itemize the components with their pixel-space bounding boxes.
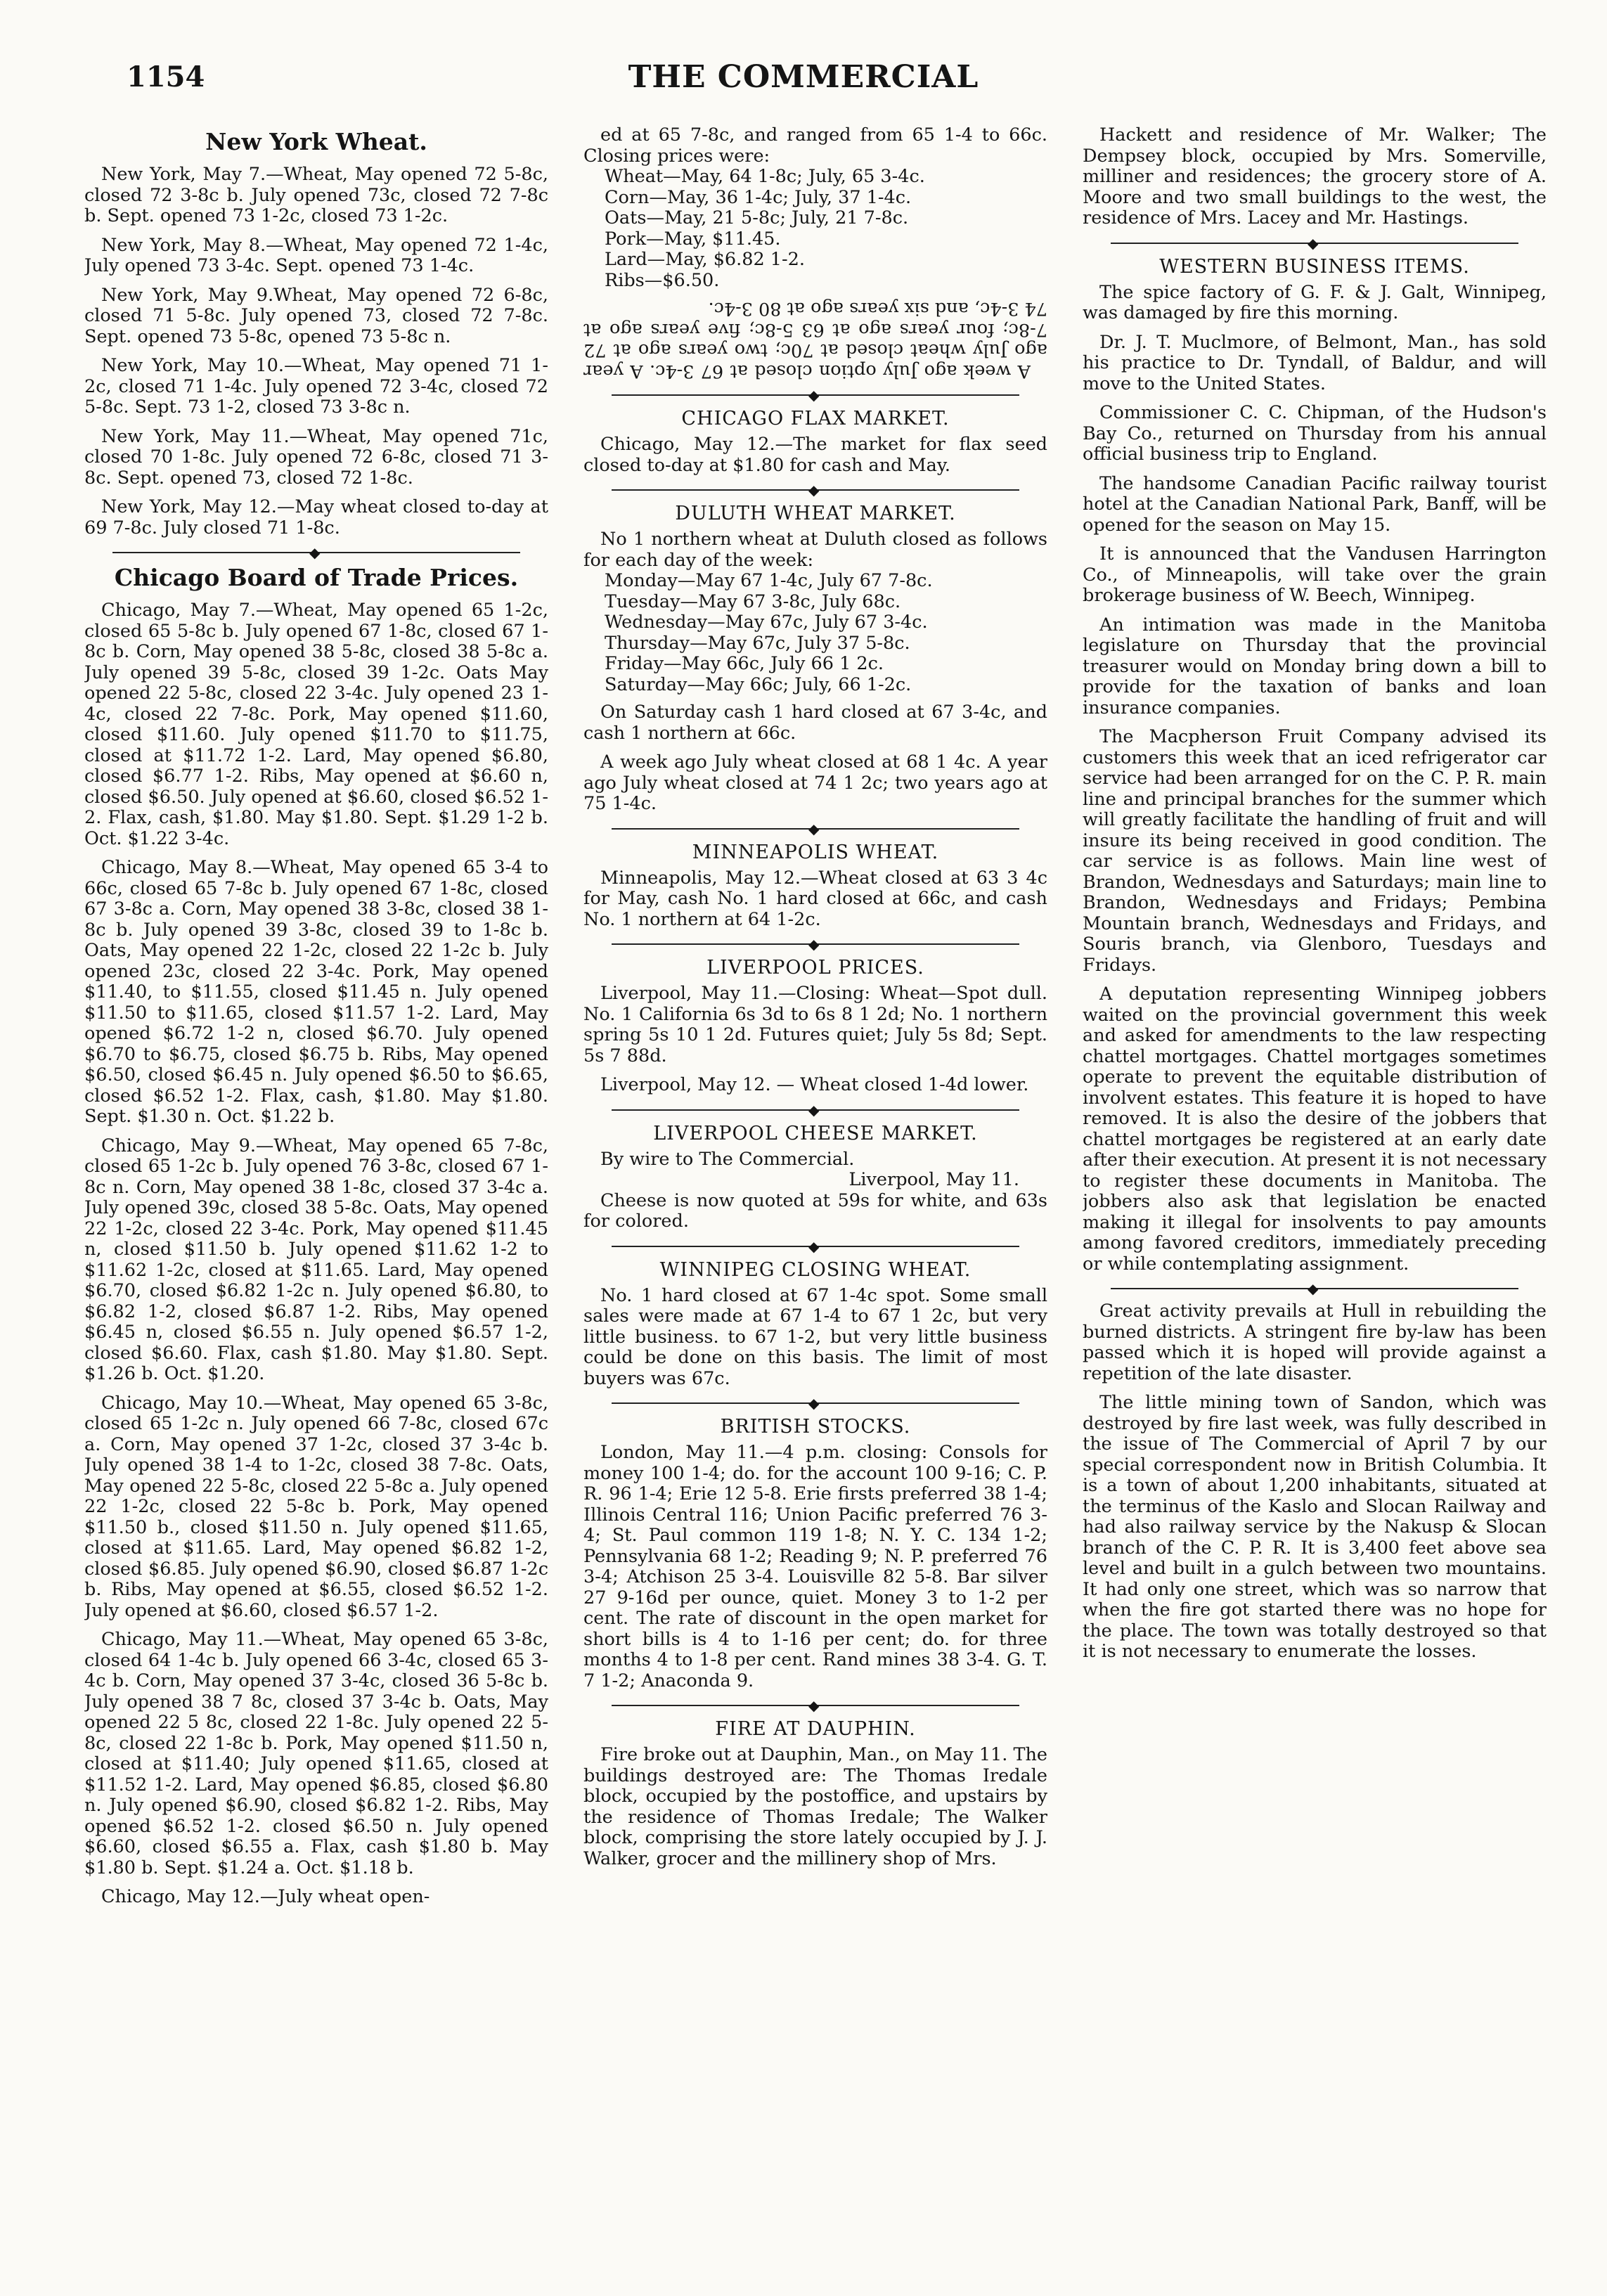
byline: By wire to The Commercial. (600, 1148, 855, 1170)
section-heading: New York Wheat. (205, 128, 427, 155)
western-items-continued (1083, 1301, 1547, 1663)
article-paragraph: Hackett and residence of Mr. Walker; The Dempsey block, occupied by Mrs. Somerville, milliner and residences; the grocery store of A. Moore and two small buildings to the west, the residence of Mrs. Lacey and Mr. Hastings. (1083, 125, 1547, 228)
article-paragraph: Minneapolis, May 12.—Wheat closed at 63 3 4c for May, cash No. 1 hard closed at 66c, and cash No. 1 northern at 64 1-2c. (583, 867, 1047, 930)
duluth-section (583, 503, 1047, 815)
price-line: Friday—May 66c, July 66 1 2c. (605, 653, 884, 674)
section-divider (112, 547, 520, 558)
section-heading: CHICAGO FLAX MARKET. (681, 408, 950, 430)
section-divider (1111, 1283, 1518, 1294)
article-paragraph: Chicago, May 12.—July wheat open- (101, 1886, 430, 1907)
article-paragraph: The little mining town of Sandon, which was destroyed by fire last week, was fully described in the issue of The Commercial of April 7 by our special correspondent now in British Columbia. It is a town of about 1,200 inhabitants, situated at the terminus of the Kaslo and Slocan Railway and had also railway service by the Nakusp & Slocan branch of the C. P. R. It is 3,400 feet above sea level and built in a gulch between two mountains. It had only one street, which was so narrow that when the fire got started there was no hope for the place. The town was totally destroyed so that it is not necessary to enumerate the losses. (1083, 1392, 1547, 1662)
price-line: Pork—May, $11.45. (605, 228, 781, 250)
chicago-section (84, 565, 548, 1908)
section-heading: WINNIPEG CLOSING WHEAT. (659, 1258, 972, 1281)
flax-section (583, 408, 1047, 476)
article-paragraph: Fire broke out at Dauphin, Man., on May 11. The buildings destroyed are: The Thomas Iredale block, occupied by the postoffice, and upstairs by the residence of Thomas Iredale; The Walker block, comprising the store lately occupied by J. J. Walker, grocer and the millinery shop of Mrs. (583, 1744, 1047, 1869)
price-line: Oats—May, 21 5-8c; July, 21 7-8c. (605, 207, 909, 228)
article-paragraph: Chicago, May 12.—The market for flax seed closed to-day at $1.80 for cash and May. (583, 434, 1047, 476)
article-paragraph: New York, May 7.—Wheat, May opened 72 5-8c, closed 72 3-8c b. July opened 73c, closed 72 7-8c b. Sept. opened 73 1-2c, closed 73 1-2c. (84, 164, 548, 226)
chicago-continued (583, 125, 1047, 381)
cheese-section (583, 1123, 1047, 1232)
closing-prices-list (605, 167, 1047, 291)
article-paragraph: New York, May 8.—Wheat, May opened 72 1-4c, July opened 73 3-4c. Sept. opened 73 1-4c. (84, 234, 548, 276)
article-paragraph: On Saturday cash 1 hard closed at 67 3-4c, and cash 1 northern at 66c. (583, 702, 1047, 744)
western-items-section (1083, 256, 1547, 1275)
inverted-paragraph: A week ago July option closed at 67 3-4c. A year ago July wheat closed at 70c; two years ago at 72 7-8c; four years ago at 63 5-8c; five years ago at 74 3-4c, and six years ago at 80 3-4c. (583, 298, 1047, 382)
section-divider (1111, 238, 1518, 249)
daily-prices-list (605, 571, 1047, 695)
article-paragraph: Chicago, May 8.—Wheat, May opened 65 3-4 to 66c, closed 65 7-8c b. July opened 67 1-8c, closed 67 3-8c a. Corn, May opened 38 3-8c, closed 38 1-8c b. July opened 39 3-8c, closed 39 to 1-8c b. Oats, May opened 22 1-2c, closed 22 1-2c b. July opened 23c, closed 22 3-4c. Pork, May opened $11.40, to $11.55, closed $11.45 n. July opened $11.50 to $11.65, closed $11.57 1-2. Lard, May opened $6.72 1-2 n, closed $6.70. July opened $6.70 to $6.75, closed $6.75 b. Ribs, May opened $6.50, closed $6.45 n. July opened $6.50 to $6.65, closed $6.52 1-2. Flax, cash, $1.80. May $1.80. Sept. $1.30 n. Oct. $1.22 b. (84, 857, 548, 1127)
section-heading: FIRE AT DAUPHIN. (715, 1718, 916, 1740)
dauphin-continued (1083, 125, 1547, 229)
article-paragraph: The Macpherson Fruit Company advised its customers this week that an iced refrigerator car service had been arranged for on the C. P. R. main line and principal branches for the summer which will greatly facilitate the handling of fruit and will insure its being received in good condition. The car service is as follows. Main line west of Brandon, Wednesdays and Saturdays; main line to Brandon, Wednesdays and Fridays; Pembina Mountain branch, Wednesdays and Fridays, and Souris branch, via Glenboro, Tuesdays and Fridays. (1083, 726, 1547, 976)
price-line: Thursday—May 67c, July 37 5-8c. (605, 632, 910, 654)
article-paragraph: New York, May 9.Wheat, May opened 72 6-8c, closed 71 5-8c. July opened 73, closed 72 7-8c. Sept. opened 73 5-8c, opened 73 5-8c n. (84, 284, 548, 347)
article-paragraph: No 1 northern wheat at Duluth closed as follows for each day of the week: (583, 529, 1047, 571)
article-paragraph: Cheese is now quoted at 59s for white, and 63s for colored. (583, 1189, 1047, 1232)
section-divider (612, 484, 1019, 496)
minneapolis-section (583, 841, 1047, 931)
price-line: Lard—May, $6.82 1-2. (605, 249, 805, 270)
winnipeg-section (583, 1259, 1047, 1390)
article-paragraph: Chicago, May 9.—Wheat, May opened 65 7-8c, closed 65 1-2c b. July opened 76 3-8c, closed 67 1-8c n. Corn, May opened 38 1-8c, closed 37 3-4c a. July opened 39c, closed 38 5-8c. Oats, May opened 22 1-2c, closed 22 3-4c. Pork, May opened $11.45 n, closed $11.50 b. July opened $11.62 1-2 to $11.62 1-2c, closed at $11.65. Lard, May opened $6.70, closed $6.82 1-2c n. July opened $6.80, to $6.82 1-2, closed $6.87 1-2. Ribs, May opened $6.45 n, closed $6.55 n. July opened $6.57 1-2, closed $6.60. Flax, cash $1.80. May $1.80. Sept. $1.26 b. Oct. $1.20. (84, 1135, 548, 1384)
section-heading: BRITISH STOCKS. (720, 1416, 911, 1438)
article-paragraph: New York, May 12.—May wheat closed to-day at 69 7-8c. July closed 71 1-8c. (84, 496, 548, 538)
price-line: Ribs—$6.50. (605, 269, 720, 291)
article-paragraph: It is announced that the Vandusen Harrington Co., of Minneapolis, will take over the grain brokerage business of W. Beech, Winnipeg. (1083, 543, 1547, 606)
article-paragraph: Great activity prevails at Hull in rebuilding the burned districts. A stringent fire by-law has been passed which it is hoped will provide against a repetition of the late disaster. (1083, 1301, 1547, 1384)
column-1 (84, 125, 548, 2276)
page-header (0, 55, 1607, 111)
article-paragraph: Chicago, May 11.—Wheat, May opened 65 3-8c, closed 64 1-4c b. July opened 66 3-4c, closed 65 3-4c b. Corn, May opened 37 3-4c, closed 36 5-8c b. July opened 38 7 8c, closed 37 3-4c b. Oats, May opened 22 5 8c, closed 22 1-8c. July opened 22 5-8c, closed 22 1-8c b. Pork, May opened $11.50 n, closed at $11.40; July opened $11.65, closed at $11.52 1-2. Lard, May opened $6.85, closed $6.80 n. July opened $6.90, closed $6.82 1-2. Ribs, May opened $6.52 1-2. closed $6.50 n. July opened $6.60, closed $6.55 a. Flax, cash $1.80 b. May $1.80 b. Sept. $1.24 a. Oct. $1.18 b. (84, 1629, 548, 1878)
ny-wheat-section (84, 129, 548, 538)
dauphin-section (583, 1718, 1047, 1869)
article-paragraph: ed at 65 7-8c, and ranged from 65 1-4 to 66c. Closing prices were: (583, 125, 1047, 167)
column-3 (1083, 125, 1547, 2276)
section-divider (612, 389, 1019, 401)
section-divider (612, 939, 1019, 950)
article-paragraph: Commissioner C. C. Chipman, of the Hudson's Bay Co., returned on Thursday from his annual official business trip to England. (1083, 402, 1547, 465)
dateline: Liverpool, May 11. (848, 1169, 1019, 1190)
price-line: Monday—May 67 1-4c, July 67 7-8c. (605, 570, 933, 591)
article-paragraph: The handsome Canadian Pacific railway tourist hotel at the Canadian National Park, Banff, will be opened for the season on May 15. (1083, 472, 1547, 536)
article-paragraph: The spice factory of G. F. & J. Galt, Winnipeg, was damaged by fire this morning. (1083, 281, 1547, 323)
section-heading: LIVERPOOL CHEESE MARKET. (653, 1122, 978, 1144)
section-heading: WESTERN BUSINESS ITEMS. (1159, 255, 1470, 278)
article-paragraph: An intimation was made in the Manitoba legislature on Thursday that the provincial treasurer would on Monday bring down a bill to provide for the taxation of banks and loan insurance companies. (1083, 614, 1547, 718)
article-paragraph: A week ago July wheat closed at 68 1 4c. A year ago July wheat closed at 74 1 2c; two years ago at 75 1-4c. (583, 752, 1047, 814)
page-number: 1154 (127, 60, 205, 93)
section-heading: LIVERPOOL PRICES. (706, 957, 924, 979)
section-divider (612, 1104, 1019, 1116)
british-stocks-section (583, 1416, 1047, 1691)
article-paragraph: London, May 11.—4 p.m. closing: Consols for money 100 1-4; do. for the account 100 9-16; C. P. R. 96 1-4; Erie 12 5-8. Erie firsts preferred 38 1-4; Illinois Central 116; Union Pacific preferred 76 3-4; St. Paul common 119 1-8; N. Y. C. 134 1-2; Pennsylvania 68 1-2; Reading 9; N. P. preferred 76 3-4; Atchison 25 3-4. Louisville 82 5-8. Bar silver 27 9-16d per ounce, quiet. Money 3 to 1-2 per cent. The rate of discount in the open market for short bills is 4 to 1-16 per cent; do. for three months 4 to 1-8 per cent. Rand mines 38 3-4. G. T. 7 1-2; Anaconda 9. (583, 1442, 1047, 1691)
article-paragraph: Liverpool, May 11.—Closing: Wheat—Spot dull. No. 1 California 6s 3d to 6s 8 1 2d; No. 1 northern spring 5s 10 1 2d. Futures quiet; July 5s 8d; Sept. 5s 7 88d. (583, 983, 1047, 1066)
section-heading: Chicago Board of Trade Prices. (114, 564, 519, 591)
masthead: THE COMMERCIAL (628, 59, 979, 95)
column-2 (583, 125, 1047, 2276)
liverpool-section (583, 957, 1047, 1096)
article-paragraph: Chicago, May 7.—Wheat, May opened 65 1-2c, closed 65 5-8c b. July opened 67 1-8c, closed 67 1-8c b. Corn, May opened 38 5-8c, closed 38 5-8c a. July opened 39 5-8c, closed 39 1-2c. Oats May opened 22 5-8c, closed 22 3-4c. July opened 23 1-4c, closed 22 7-8c. Pork, May opened $11.60, closed $11.60. July opened $11.70 to $11.75, closed at $11.72 1-2. Lard, May opened $6.80, closed $6.77 1-2. Ribs, May opened at $6.60 n, closed $6.50. July opened at $6.60, closed $6.52 1-2. Flax, cash, $1.80. May $1.80. Sept. $1.29 1-2 b. Oct. $1.22 3-4c. (84, 600, 548, 849)
article-paragraph: Liverpool, May 12. — Wheat closed 1-4d lower. (600, 1074, 1029, 1095)
section-divider (612, 1398, 1019, 1409)
article-paragraph: No. 1 hard closed at 67 1-4c spot. Some small sales were made at 67 1-4 to 67 1 2c, but very little business. to 67 1-2, but very little business could be done on this basis. The limit of most buyers was 67c. (583, 1284, 1047, 1389)
price-line: Corn—May, 36 1-4c; July, 37 1-4c. (605, 186, 912, 208)
section-divider (612, 1241, 1019, 1252)
price-line: Wheat—May, 64 1-8c; July, 65 3-4c. (605, 166, 925, 187)
price-line: Saturday—May 66c; July, 66 1-2c. (605, 673, 912, 695)
section-divider (612, 1700, 1019, 1711)
section-heading: MINNEAPOLIS WHEAT. (692, 841, 939, 863)
section-heading: DULUTH WHEAT MARKET. (675, 503, 956, 524)
article-paragraph: New York, May 10.—Wheat, May opened 71 1-2c, closed 71 1-4c. July opened 72 3-4c, closed 72 5-8c. Sept. 73 1-2, closed 73 3-8c n. (84, 355, 548, 418)
article-paragraph: Dr. J. T. Muclmore, of Belmont, Man., has sold his practice to Dr. Tyndall, of Baldur, and will move to the United States. (1083, 331, 1547, 394)
section-divider (612, 823, 1019, 834)
article-paragraph: Chicago, May 10.—Wheat, May opened 65 3-8c, closed 65 1-2c n. July opened 66 7-8c, closed 67c a. Corn, May opened 37 1-2c, closed 37 3-4c b. July opened 38 1-4 to 1-2c, closed 38 7-8c. Oats, May opened 22 5-8c, closed 22 5-8c a. July opened 22 1-2c, closed 22 5-8c b. Pork, May opened $11.50 b., closed $11.50 n. July opened $11.65, closed at $11.65. Lard, May opened $6.82 1-2, closed $6.85. July opened $6.90, closed $6.87 1-2c b. Ribs, May opened at $6.55, closed $6.52 1-2. July opened at $6.60, closed $6.57 1-2. (84, 1392, 548, 1621)
article-paragraph: New York, May 11.—Wheat, May opened 71c, closed 70 1-8c. July opened 72 6-8c, closed 71 3-8c. Sept. opened 73, closed 72 1-8c. (84, 425, 548, 489)
article-paragraph: A deputation representing Winnipeg jobbers waited on the provincial government this week and asked for amendments to the law respecting chattel mortgages. Chattel mortgages sometimes operate to prevent the equitable distribution of involvent estates. This feature it is hoped to have removed. It is also the desire of the jobbers that chattel mortgages be registered at an early date after their execution. At present it is not necessary to register these documents in Manitoba. The jobbers also ask that legislation be enacted making it illegal for insolvents to pay amounts among favored creditors, immediately preceding or while contemplating assignment. (1083, 983, 1547, 1275)
price-line: Wednesday—May 67c, July 67 3-4c. (605, 612, 928, 633)
price-line: Tuesday—May 67 3-8c, July 68c. (605, 591, 901, 612)
